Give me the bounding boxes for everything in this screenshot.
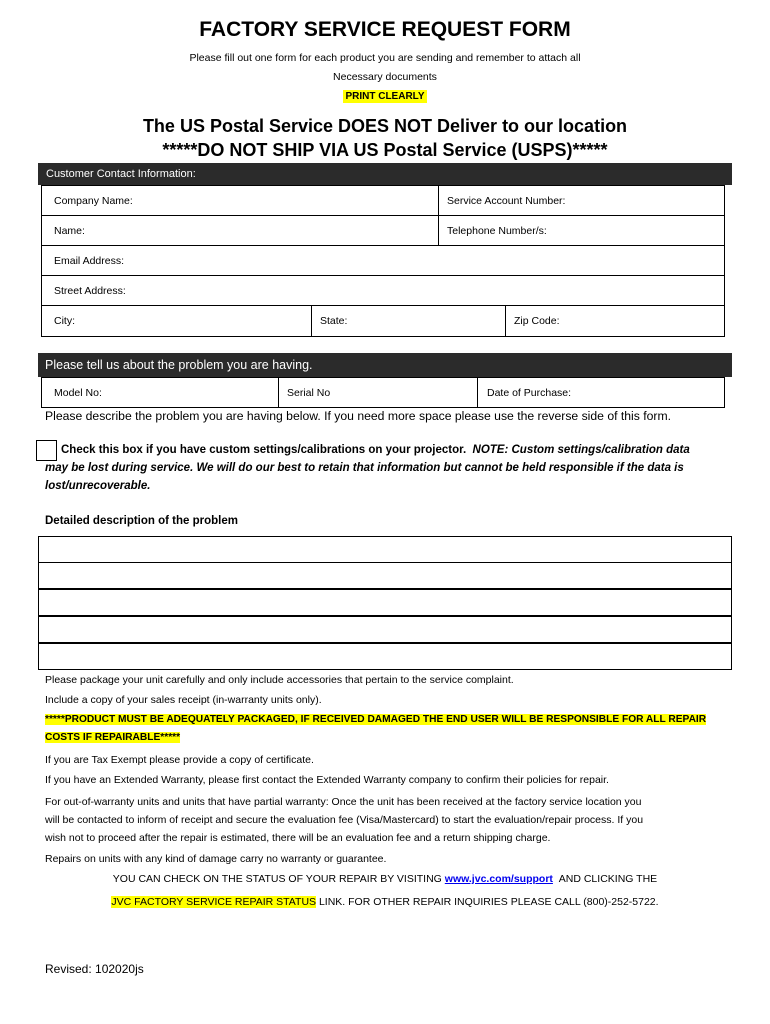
name-label: Name: <box>54 224 85 237</box>
service-account-number-label: Service Account Number: <box>447 194 566 207</box>
description-line-2[interactable] <box>38 562 732 589</box>
packaging-warning-line1 <box>45 714 706 725</box>
city-field[interactable] <box>41 305 312 337</box>
serial-no-label: Serial No <box>287 386 331 399</box>
repair-status-suffix: LINK. FOR OTHER REPAIR INQUIRIES PLEASE CALL (800)-252-5722. <box>318 896 659 908</box>
telephone-label: Telephone Number/s: <box>447 224 547 237</box>
description-line-3[interactable] <box>38 589 732 616</box>
email-address-field[interactable] <box>41 245 725 276</box>
service-account-number-field[interactable] <box>438 185 725 216</box>
detailed-description-label: Detailed description of the problem <box>45 515 238 527</box>
model-no-field[interactable] <box>41 377 279 408</box>
company-name-field[interactable] <box>41 185 439 216</box>
usps-warning-line1: The US Postal Service DOES NOT Deliver to our location <box>142 116 628 136</box>
print-clearly-label: PRINT CLEARLY <box>345 91 425 102</box>
package-instruction: Please package your unit carefully and only include accessories that pertain to the service complaint. <box>45 674 514 686</box>
describe-instruction: Please describe the problem you are having below. If you need more space please use the reverse side of this form. <box>45 409 671 423</box>
tax-exempt-instruction: If you are Tax Exempt please provide a copy of certificate. <box>45 754 314 766</box>
zip-code-label: Zip Code: <box>514 315 560 327</box>
name-field[interactable] <box>41 215 439 246</box>
state-label: State: <box>320 315 348 327</box>
jvc-support-link[interactable]: www.jvc.com/support <box>444 873 553 885</box>
damage-disclaimer: Repairs on units with any kind of damage carry no warranty or guarantee. <box>45 853 387 865</box>
problem-section-header: Please tell us about the problem you are having. <box>38 353 732 377</box>
packaging-warning-text1: *****PRODUCT MUST BE ADEQUATELY PACKAGED, IF RECEIVED DAMAGED THE END USER WILL BE RESPONSIBLE FOR ALL REPAIR <box>45 714 707 725</box>
city-label: City: <box>54 315 75 327</box>
checkbox-note-part3: lost/unrecoverable. <box>45 480 151 492</box>
checkbox-note-part2: may be lost during service. We will do our best to retain that information but cannot be held responsible if the data is <box>45 462 684 474</box>
packaging-warning-line2 <box>45 732 180 743</box>
packaging-warning-text2: COSTS IF REPAIRABLE***** <box>45 732 181 743</box>
extended-warranty-instruction: If you have an Extended Warranty, please first contact the Extended Warranty company to confirm their policies for repair. <box>45 774 609 786</box>
street-address-field[interactable] <box>41 275 725 306</box>
telephone-field[interactable] <box>438 215 725 246</box>
company-name-label: Company Name: <box>54 194 133 207</box>
revised-footer: Revised: 102020js <box>45 962 144 976</box>
email-address-label: Email Address: <box>54 254 125 267</box>
subtitle-line2: Necessary documents <box>333 71 437 83</box>
checkbox-note-part1: NOTE: Custom settings/calibration data <box>472 444 690 456</box>
usps-warning-line2: *****DO NOT SHIP VIA US Postal Service (USPS)***** <box>162 140 608 160</box>
status-prefix: YOU CAN CHECK ON THE STATUS OF YOUR REPAIR BY VISITING <box>112 873 442 885</box>
zip-code-field[interactable] <box>505 305 725 337</box>
status-suffix: AND CLICKING THE <box>558 873 658 885</box>
out-of-warranty-line2: will be contacted to inform of receipt and secure the evaluation fee (Visa/Mastercard) to start the evaluation/repair process. If you <box>45 814 644 826</box>
print-clearly-banner <box>0 91 770 102</box>
checkbox-line1 <box>61 444 690 456</box>
status-check-line <box>0 873 770 885</box>
checkbox-statement: Check this box if you have custom settings/calibrations on your projector. <box>61 444 467 456</box>
receipt-instruction: Include a copy of your sales receipt (in-warranty units only). <box>45 694 322 706</box>
state-field[interactable] <box>311 305 506 337</box>
customer-contact-header: Customer Contact Information: <box>38 163 732 185</box>
out-of-warranty-line3: wish not to proceed after the repair is estimated, there will be an evaluation fee and a return shipping charge. <box>45 832 551 844</box>
street-address-label: Street Address: <box>54 284 126 297</box>
date-of-purchase-field[interactable] <box>477 377 725 408</box>
description-line-4[interactable] <box>38 616 732 643</box>
description-line-1[interactable] <box>38 536 732 563</box>
serial-no-field[interactable] <box>278 377 478 408</box>
custom-settings-checkbox[interactable] <box>36 440 57 461</box>
repair-status-line <box>0 896 770 908</box>
out-of-warranty-line1: For out-of-warranty units and units that have partial warranty: Once the unit has been received at the factory service location you <box>45 796 642 808</box>
subtitle-line1: Please fill out one form for each product you are sending and remember to attach all <box>189 52 581 64</box>
form-title: FACTORY SERVICE REQUEST FORM <box>199 18 571 41</box>
repair-status-link[interactable]: JVC FACTORY SERVICE REPAIR STATUS <box>111 896 317 908</box>
date-of-purchase-label: Date of Purchase: <box>487 386 572 399</box>
description-line-5[interactable] <box>38 643 732 670</box>
model-no-label: Model No: <box>54 386 102 399</box>
